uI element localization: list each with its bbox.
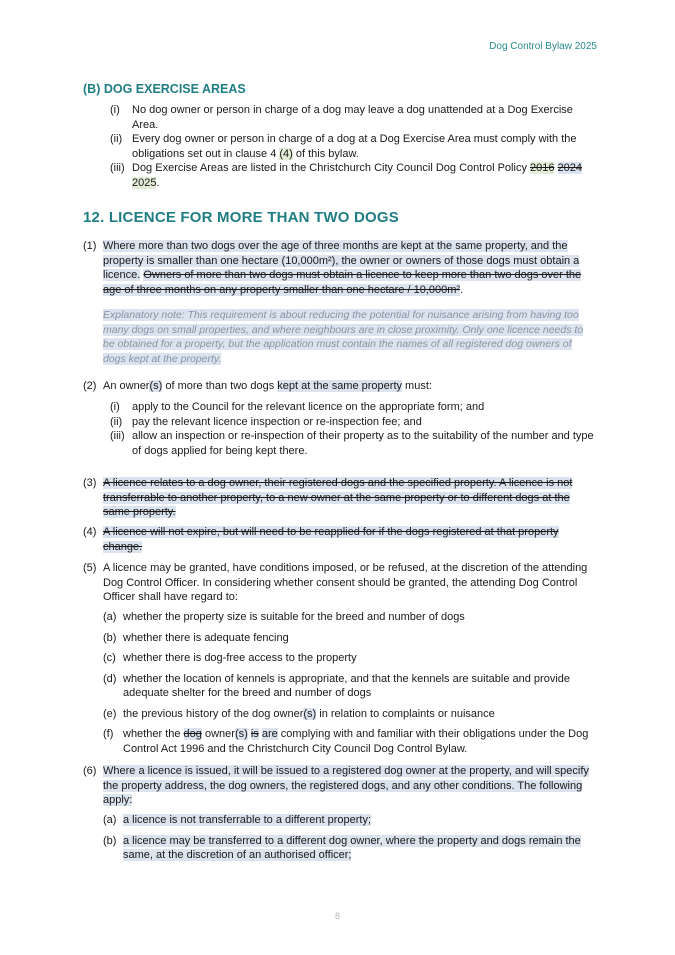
list-item: (c) whether there is dog-free access to the property [103, 652, 357, 664]
list-item: (a) whether the property size is suitable for the breed and number of dogs [103, 611, 465, 623]
section-b-heading: (B) DOG EXERCISE AREAS [83, 82, 246, 96]
running-header: Dog Control Bylaw 2025 [489, 41, 597, 52]
explanatory-note: Explanatory note: This requirement is about reducing the potential for nuisance arising from having too many dogs on small properties, and where neighbours are in close proximity. Only one licence needs to be obtained for a property, but the application must contain the names of all registered dog owners of dogs kept at the property. [103, 309, 584, 365]
paragraph-6-list [103, 813, 597, 863]
list-item: (b) whether there is adequate fencing [103, 631, 289, 644]
paragraph-4: (4) A licence will not expire, but will need to be reapplied for if the dogs registered at that property change. [83, 526, 559, 553]
list-item: (f) whether the dog owner(s) is are complying with and familiar with their obligations under the Dog Control Act 1996 and the Christchurch City Council Dog Control Bylaw. [103, 728, 589, 755]
list-item: (iii) allow an inspection or re-inspection of their property as to the suitability of the number and type of dogs applied for being kept there. [110, 430, 594, 457]
paragraph-2-list [110, 400, 600, 458]
section-b-list [110, 103, 600, 190]
list-item: (a) a licence is not transferrable to a different property; [103, 814, 372, 826]
page-number: 8 [334, 911, 340, 921]
section-12-heading: 12. LICENCE FOR MORE THAN TWO DOGS [83, 209, 399, 226]
paragraph-5: (5) A licence may be granted, have conditions imposed, or be refused, at the discretion of the attending Dog Control Officer. In considering whether consent should be granted, the attending Dog Control Officer shall have regard to: [83, 562, 588, 603]
list-item: (b) a licence may be transferred to a different dog owner, where the property and dogs remain the same, at the discretion of an authorised officer; [103, 834, 581, 861]
paragraph-5-list [103, 610, 597, 756]
list-item: (iii) Dog Exercise Areas are listed in the Christchurch City Council Dog Control Policy 2016 2024 2025. [110, 162, 583, 189]
list-item: (e) the previous history of the dog owner(s) in relation to complaints or nuisance [103, 707, 495, 720]
paragraph-3: (3) A licence relates to a dog owner, their registered dogs and the specified property. A licence is not transferrable to another property, to a new owner at the same property or to different dogs at the same property. [83, 477, 573, 518]
paragraph-1: (1) Where more than two dogs over the age of three months are kept at the same property, and the property is smaller than one hectare (10,000m²), the owner or owners of those dogs must obtain a licence. Owners of more than two dogs must obtain a licence to keep more than two dogs over the age of three months on any property smaller than one hectare / 10,000m². [83, 240, 582, 296]
list-item: (i) No dog owner or person in charge of a dog may leave a dog unattended at a Dog Exercise Area. [110, 104, 573, 131]
list-item: (ii) Every dog owner or person in charge of a dog at a Dog Exercise Area must comply with the obligations set out in clause 4 (4) of this bylaw. [110, 133, 577, 160]
paragraph-2: (2) An owner(s) of more than two dogs kept at the same property must: [83, 380, 432, 392]
paragraph-6: (6) Where a licence is issued, it will be issued to a registered dog owner at the property, and will specify the property address, the dog owners, the registered dogs, and any other conditions. The following apply: [83, 765, 589, 806]
list-item: (i) apply to the Council for the relevant licence on the appropriate form; and [110, 401, 485, 413]
list-item: (ii) pay the relevant licence inspection or re-inspection fee; and [110, 415, 422, 428]
list-item: (d) whether the location of kennels is appropriate, and that the kennels are suitable and provide adequate shelter for the breed and number of dogs [103, 672, 571, 699]
